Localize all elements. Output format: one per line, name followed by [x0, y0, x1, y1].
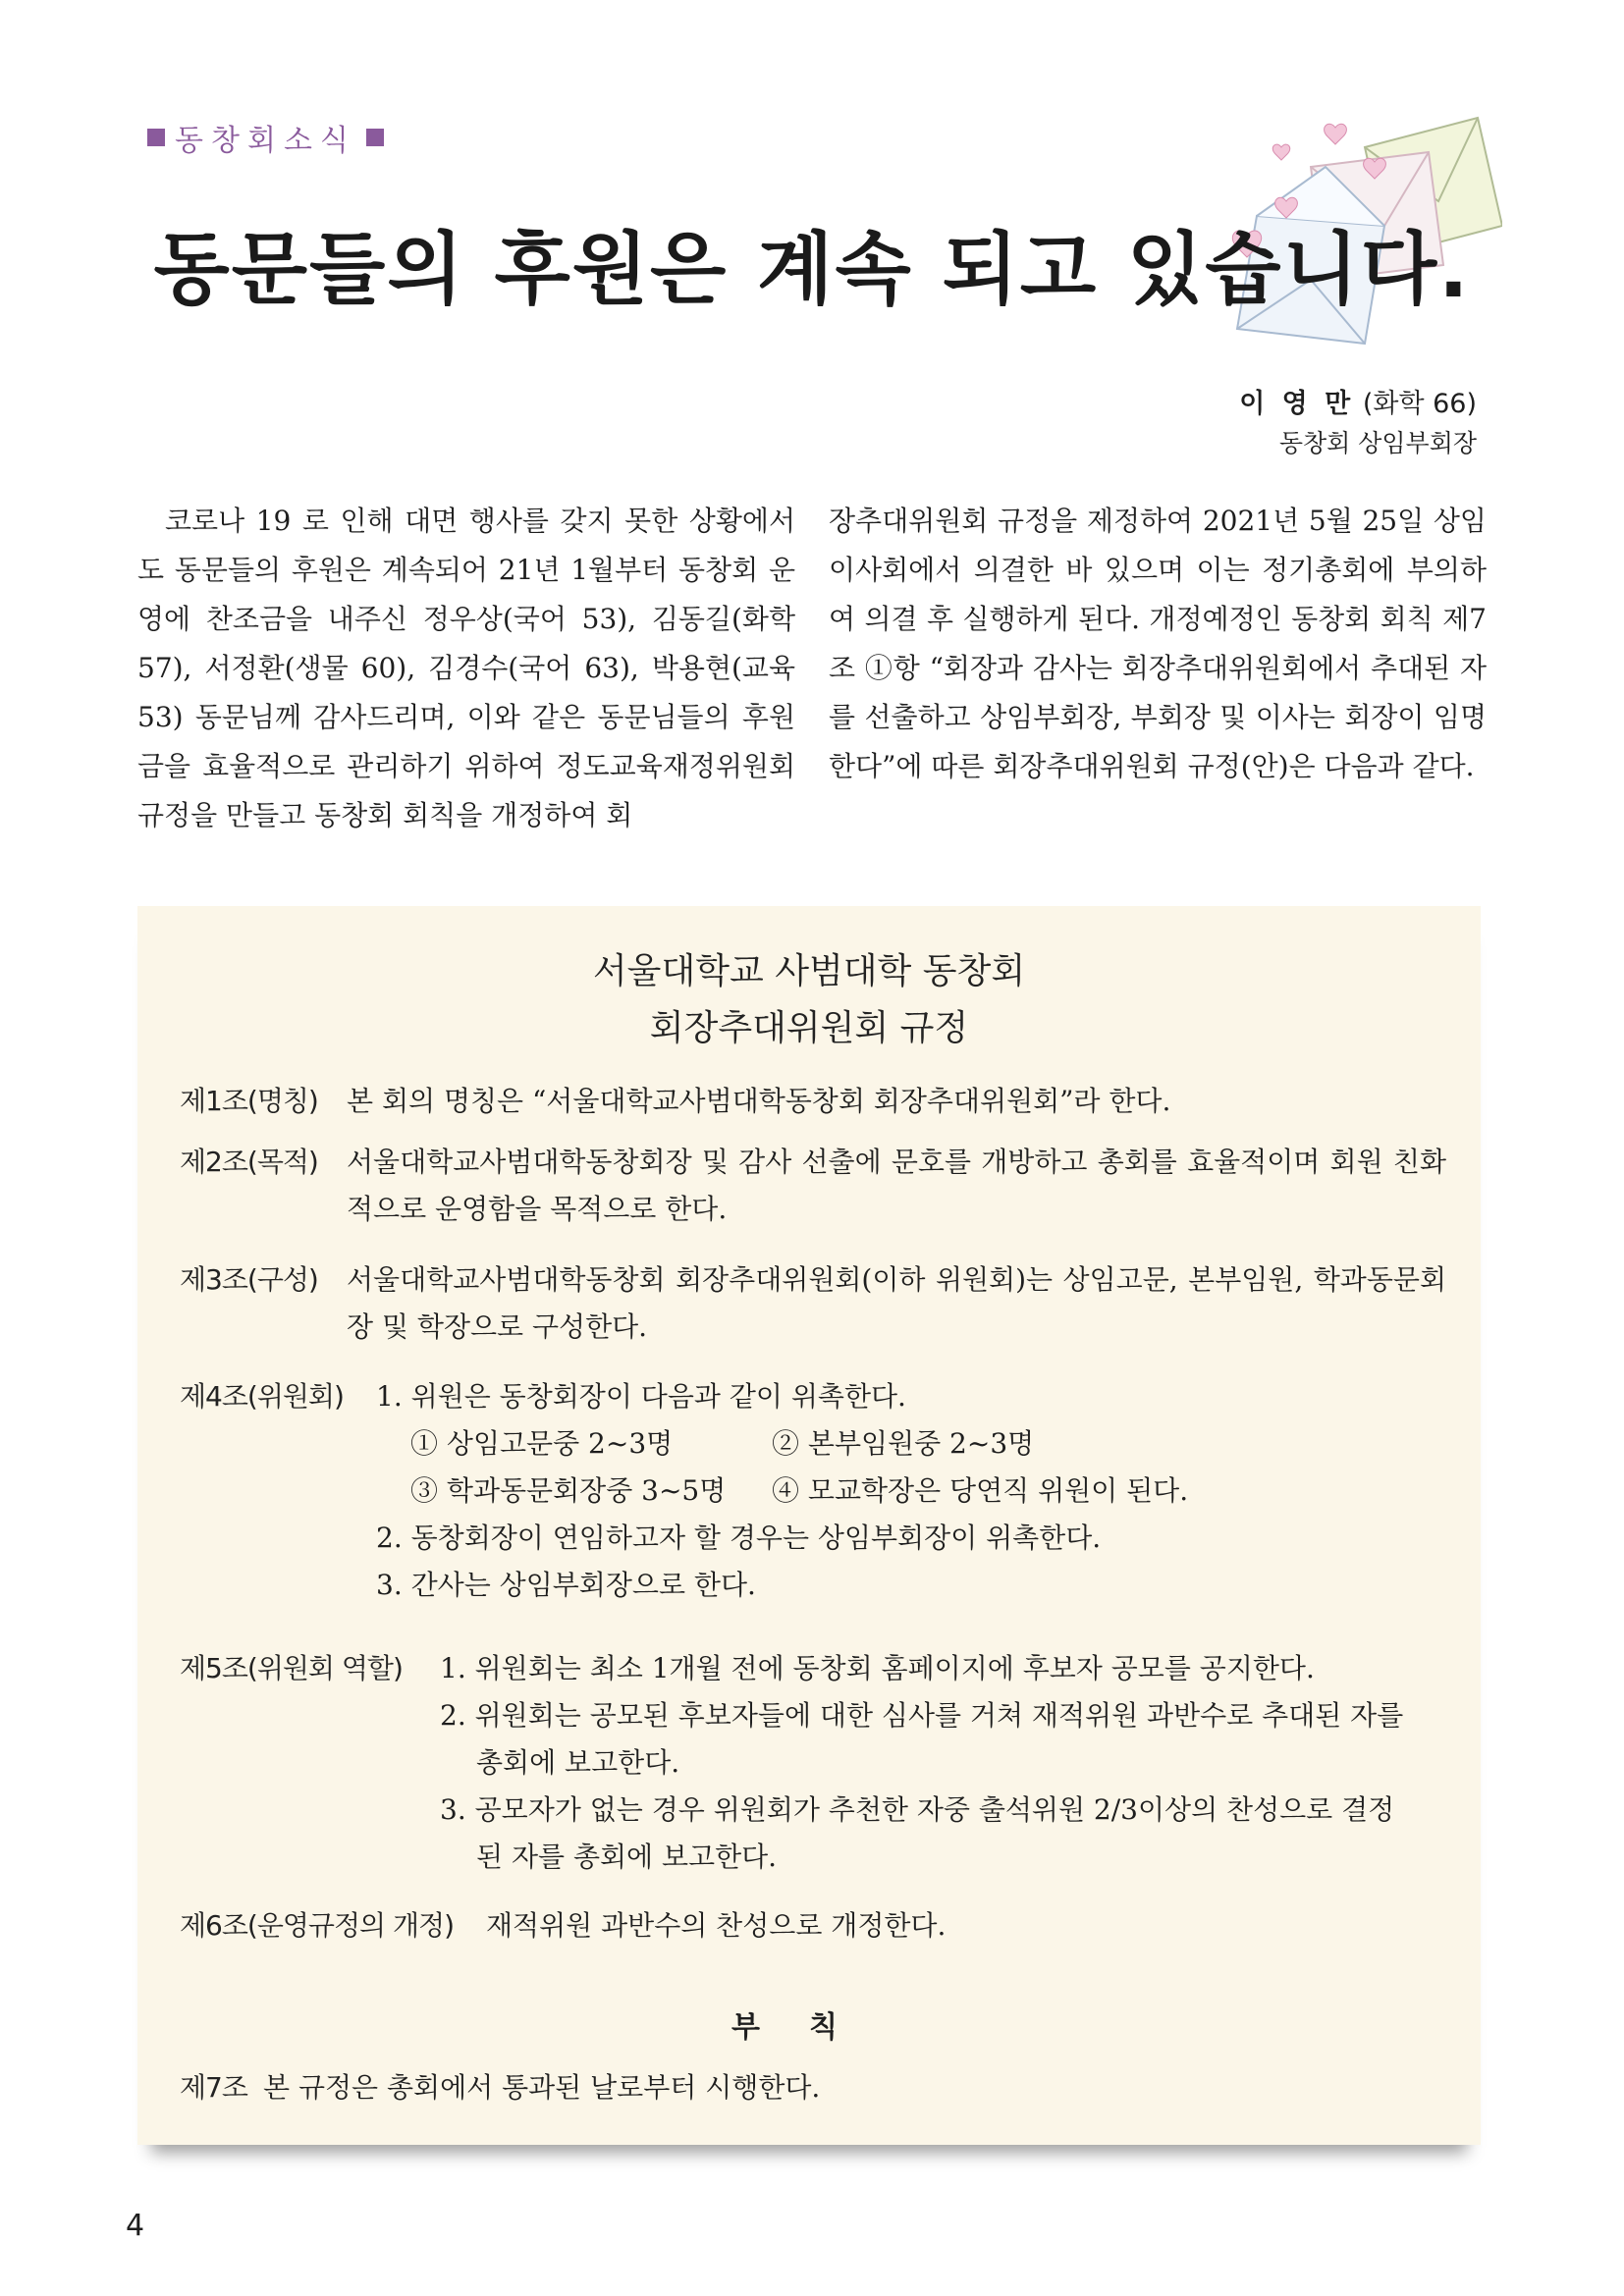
rules-title-line2: 회장추대위원회 규정	[649, 1008, 969, 1048]
article-5-label: 제5조(위원회 역할)	[180, 1652, 403, 1684]
article-4-item-2: 2. 동창회장이 연임하고자 할 경우는 상임부회장이 위촉한다.	[376, 1522, 1102, 1554]
article-4-label: 제4조(위원회)	[180, 1380, 344, 1413]
article-5-item-3a: 3. 공모자가 없는 경우 위원회가 추천한 자중 출석위원 2/3이상의 찬성으로 결정	[440, 1793, 1395, 1826]
rules-box	[137, 906, 1481, 2145]
article-5	[180, 1645, 1446, 1881]
article-4-sub-4: ④ 모교학장은 당연직 위원이 된다.	[772, 1474, 1189, 1507]
appendix-title: 부칙	[731, 2010, 887, 2045]
intro-left-column: 코로나 19 로 인해 대면 행사를 갖지 못한 상황에서도 동문들의 후원은 계속되어 21년 1월부터 동창회 운영에 찬조금을 내주신 정우상(국어 53), 김동길(화학 57), 서정환(생물 60), 김경수(국어 63), 박용현(교육 53) 동문님께 감사드리며, 이와 같은 동문님들의 후원금을 효율적으로 관리하기 위하여 정도교육재정위원회 규정을 만들고 동창회 회칙을 개정하여 회	[137, 505, 795, 831]
article-4	[180, 1373, 1446, 1609]
article-7-label: 제7조	[180, 2071, 247, 2104]
intro-right-column: 장추대위원회 규정을 제정하여 2021년 5월 25일 상임이사회에서 의결한 바 있으며 이는 정기총회에 부의하여 의결 후 실행하게 된다. 개정예정인 동창회 회칙 제7조 ①항 “회장과 감사는 회장추대위원회에서 추대된 자를 선출하고 상임부회장, 부회장 및 이사는 회장이 임명한다”에 따른 회장추대위원회 규정(안)은 다음과 같다.	[829, 505, 1487, 782]
article-2-label: 제2조(목적)	[180, 1146, 318, 1178]
article-2-text: 서울대학교사범대학동창회장 및 감사 선출에 문호를 개방하고 총회를 효율적이며 회원 친화적으로 운영함을 목적으로 한다.	[347, 1146, 1446, 1225]
page-title: 동문들의 후원은 계속 되고 있습니다.	[153, 224, 1471, 315]
author-block	[1239, 385, 1477, 463]
article-5-item-2a: 2. 위원회는 공모된 후보자들에 대한 심사를 거쳐 재적위원 과반수로 추대된 자를	[440, 1699, 1404, 1732]
article-6-text: 재적위원 과반수의 찬성으로 개정한다.	[486, 1909, 947, 1942]
author-role: 동창회 상임부회장	[1278, 429, 1477, 457]
rules-title-line1: 서울대학교 사범대학 동창회	[592, 951, 1026, 991]
author-affiliation: (화학 66)	[1362, 389, 1477, 419]
article-1-label: 제1조(명칭)	[180, 1085, 318, 1117]
section-tag-label: 동창회소식	[175, 124, 356, 158]
article-3-label: 제3조(구성)	[180, 1263, 318, 1296]
section-tag	[137, 116, 394, 159]
article-7	[180, 2064, 1446, 2111]
article-5-item-2b: 총회에 보고한다.	[476, 1746, 680, 1779]
article-7-text: 본 규정은 총회에서 통과된 날로부터 시행한다.	[263, 2071, 821, 2104]
article-3	[180, 1256, 1446, 1351]
intro-text	[137, 497, 1487, 840]
article-6	[180, 1902, 1446, 1949]
article-5-item-1: 1. 위원회는 최소 1개월 전에 동창회 홈페이지에 후보자 공모를 공지한다.	[440, 1652, 1315, 1684]
article-4-sub-3: ③ 학과동문회장중 3~5명	[410, 1474, 727, 1507]
article-4-item-3: 3. 간사는 상임부회장으로 한다.	[376, 1569, 756, 1601]
article-4-item-1: 1. 위원은 동창회장이 다음과 같이 위촉한다.	[376, 1380, 906, 1413]
article-2	[180, 1139, 1446, 1233]
author-name: 이 영 만	[1239, 389, 1355, 419]
square-bullet-icon	[366, 129, 384, 146]
article-4-sub-1: ① 상임고문중 2~3명	[410, 1427, 674, 1460]
article-4-sub-2: ② 본부임원중 2~3명	[772, 1427, 1035, 1460]
article-6-label: 제6조(운영규정의 개정)	[180, 1909, 454, 1942]
page-number: 4	[126, 2209, 145, 2243]
article-3-text: 서울대학교사범대학동창회 회장추대위원회(이하 위원회)는 상임고문, 본부임원, 학과동문회장 및 학장으로 구성한다.	[347, 1263, 1446, 1343]
article-1-text: 본 회의 명칭은 “서울대학교사범대학동창회 회장추대위원회”라 한다.	[347, 1085, 1171, 1117]
square-bullet-icon	[147, 129, 165, 146]
article-5-item-3b: 된 자를 총회에 보고한다.	[476, 1841, 778, 1873]
article-1	[180, 1078, 1446, 1125]
